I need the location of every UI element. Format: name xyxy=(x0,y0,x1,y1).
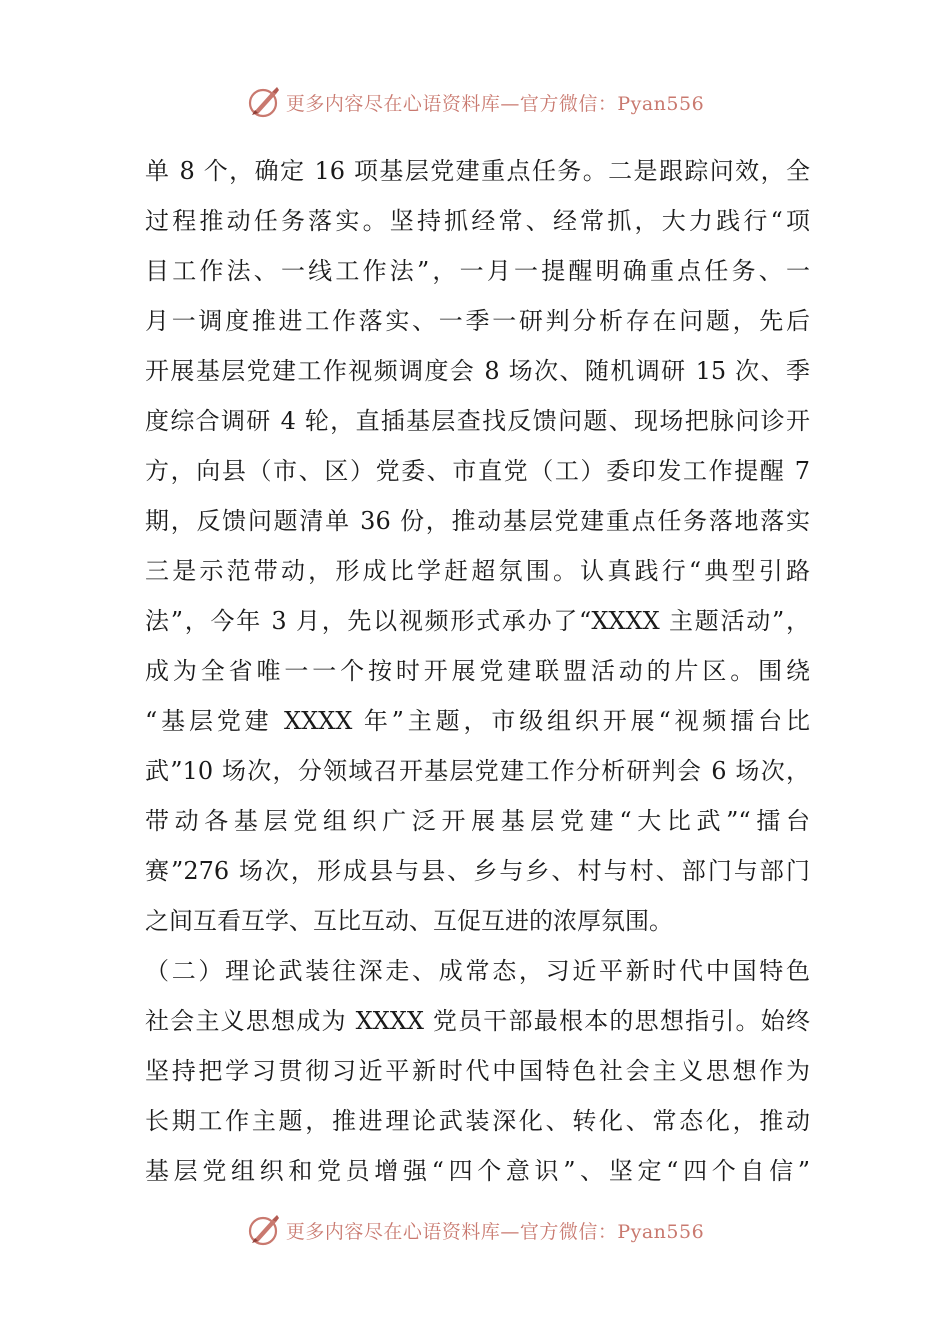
body-line: 三是示范带动，形成比学赶超氛围。认真践行“典型引路 xyxy=(145,557,810,585)
body-line: 带动各基层党组织广泛开展基层党建“大比武”“擂台 xyxy=(145,807,810,835)
document-body xyxy=(145,146,810,1196)
footer-banner xyxy=(0,1210,950,1250)
body-line: 赛”276 场次，形成县与县、乡与乡、村与村、部门与部门 xyxy=(145,857,810,885)
body-line: 单 8 个，确定 16 项基层党建重点任务。二是跟踪问效，全 xyxy=(145,157,810,185)
header-banner-text: 更多内容尽在心语资料库—官方微信：Pyan556 xyxy=(285,92,705,115)
body-line: 目工作法、一线工作法”，一月一提醒明确重点任务、一 xyxy=(145,257,810,285)
section-heading-line: （二）理论武装往深走、成常态，习近平新时代中国特色 xyxy=(145,957,810,985)
body-line: 社会主义思想成为 XXXX 党员干部最根本的思想指引。始终 xyxy=(145,1007,810,1035)
pen-logo-icon xyxy=(246,1212,282,1248)
body-line: 坚持把学习贯彻习近平新时代中国特色社会主义思想作为 xyxy=(145,1057,810,1085)
body-line: 法”，今年 3 月，先以视频形式承办了“XXXX 主题活动”， xyxy=(145,607,810,635)
body-line: 武”10 场次，分领域召开基层党建工作分析研判会 6 场次， xyxy=(145,757,810,785)
body-line: 期，反馈问题清单 36 份，推动基层党建重点任务落地落实 xyxy=(145,507,810,535)
body-line: 开展基层党建工作视频调度会 8 场次、随机调研 15 次、季 xyxy=(145,357,810,385)
body-line: “基层党建 XXXX 年”主题，市级组织开展“视频擂台比 xyxy=(145,707,810,735)
body-line: 之间互看互学、互比互动、互促互进的浓厚氛围。 xyxy=(145,907,673,935)
body-line: 方，向县（市、区）党委、市直党（工）委印发工作提醒 7 xyxy=(145,457,810,485)
body-line: 成为全省唯一一个按时开展党建联盟活动的片区。围绕 xyxy=(145,657,810,685)
body-line: 月一调度推进工作落实、一季一研判分析存在问题，先后 xyxy=(145,307,810,335)
body-line: 基层党组织和党员增强“四个意识”、坚定“四个自信” xyxy=(145,1157,810,1185)
header-banner xyxy=(0,82,950,122)
body-line: 过程推动任务落实。坚持抓经常、经常抓，大力践行“项 xyxy=(145,207,810,235)
body-line: 长期工作主题，推进理论武装深化、转化、常态化，推动 xyxy=(145,1107,810,1135)
body-line: 度综合调研 4 轮，直插基层查找反馈问题、现场把脉问诊开 xyxy=(145,407,810,435)
pen-logo-icon xyxy=(246,84,282,120)
footer-banner-text: 更多内容尽在心语资料库—官方微信：Pyan556 xyxy=(285,1220,705,1243)
